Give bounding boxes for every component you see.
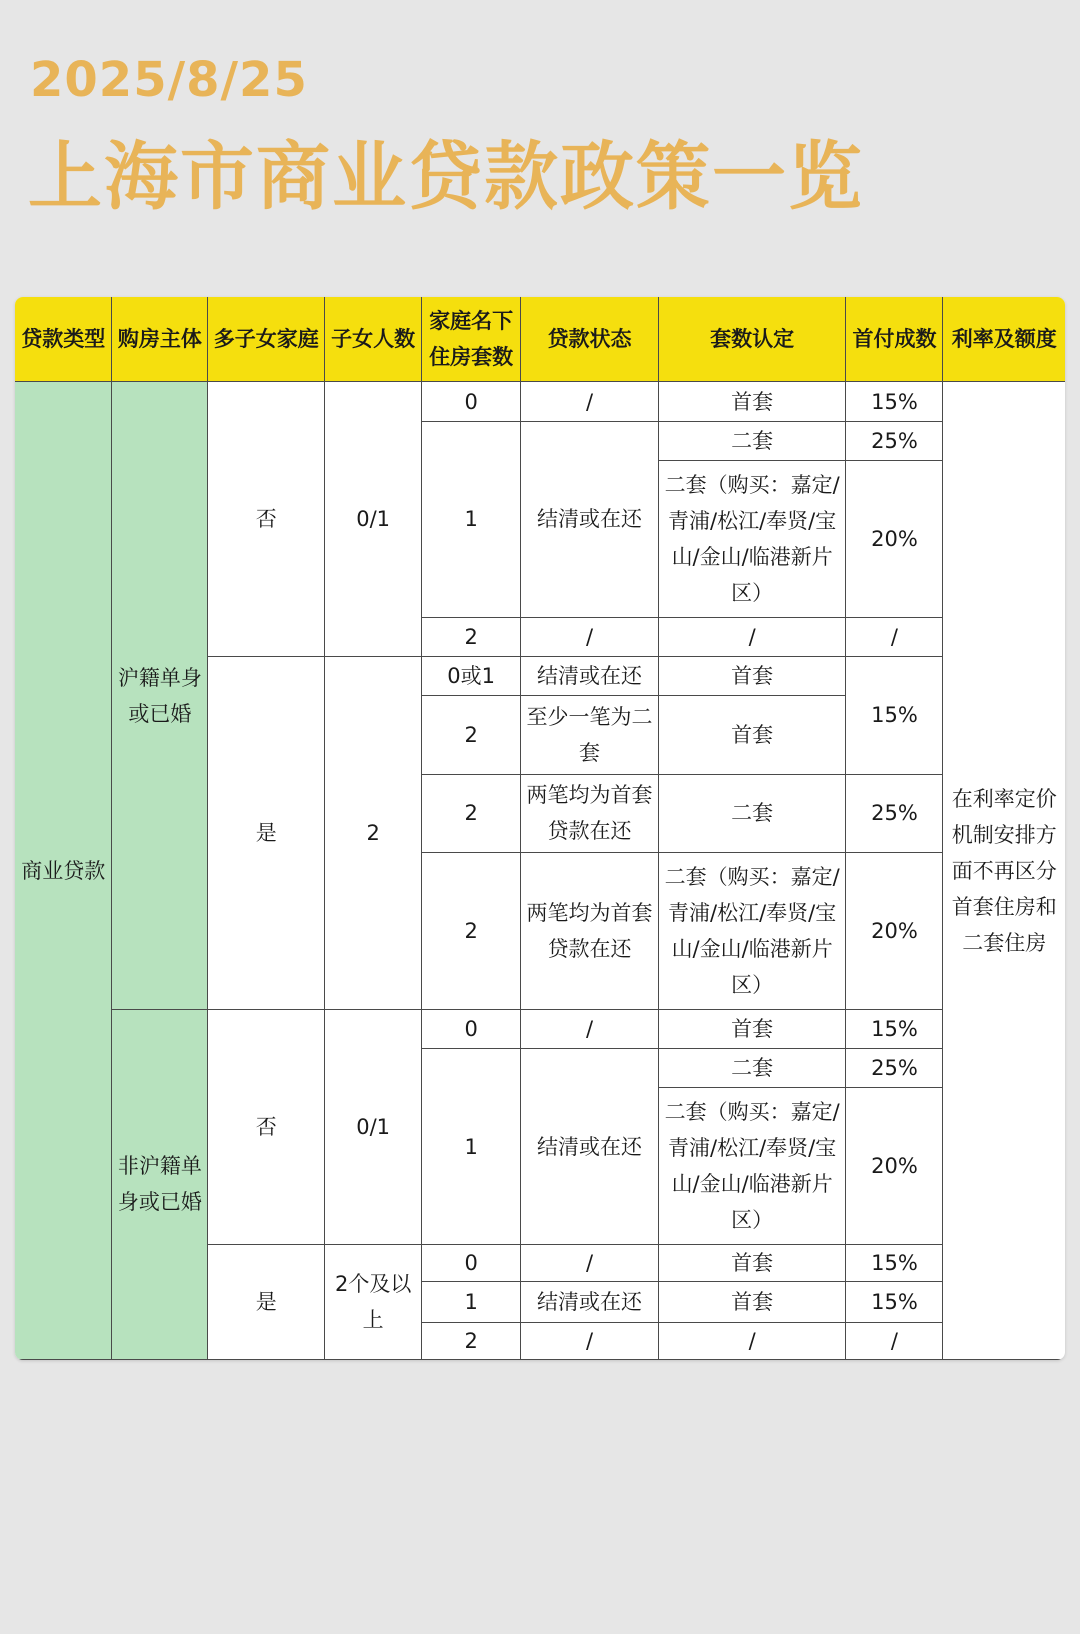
down-payment-cell: 25% <box>846 1049 943 1088</box>
status-cell: 结清或在还 <box>521 657 659 696</box>
down-payment-cell: 20% <box>846 460 943 617</box>
houses-cell: 2 <box>422 696 521 774</box>
category-cell: 二套 <box>658 1049 846 1088</box>
col-children: 子女人数 <box>325 297 422 382</box>
houses-cell: 1 <box>422 421 521 617</box>
down-payment-cell: / <box>846 617 943 656</box>
policy-table <box>15 297 1065 1360</box>
category-cell: 二套（购买：嘉定/青浦/松江/奉贤/宝山/金山/临港新片区） <box>658 853 846 1010</box>
status-cell: / <box>521 1322 659 1359</box>
category-cell: 首套 <box>658 696 846 774</box>
children-cell: 2个及以上 <box>325 1245 422 1360</box>
category-cell: / <box>658 1322 846 1359</box>
children-cell: 0/1 <box>325 1009 422 1244</box>
down-payment-cell: 15% <box>846 1282 943 1322</box>
category-cell: 首套 <box>658 1282 846 1322</box>
status-cell: / <box>521 617 659 656</box>
children-cell: 2 <box>325 657 422 1010</box>
date-label: 2025/8/25 <box>30 52 308 108</box>
down-payment-cell: 15% <box>846 382 943 421</box>
down-payment-cell: 15% <box>846 1245 943 1282</box>
multi-child-cell: 是 <box>208 1245 325 1360</box>
status-cell: 两笔均为首套贷款在还 <box>521 774 659 852</box>
status-cell: 结清或在还 <box>521 1049 659 1245</box>
multi-child-cell: 是 <box>208 657 325 1010</box>
table-row <box>15 382 1065 421</box>
status-cell: 至少一笔为二套 <box>521 696 659 774</box>
status-cell: 结清或在还 <box>521 421 659 617</box>
children-cell: 0/1 <box>325 382 422 657</box>
col-down-payment: 首付成数 <box>846 297 943 382</box>
category-cell: 二套（购买：嘉定/青浦/松江/奉贤/宝山/金山/临港新片区） <box>658 1088 846 1245</box>
houses-cell: 0 <box>422 1245 521 1282</box>
down-payment-cell: 25% <box>846 421 943 460</box>
houses-cell: 2 <box>422 617 521 656</box>
houses-cell: 2 <box>422 853 521 1010</box>
multi-child-cell: 否 <box>208 382 325 657</box>
category-cell: 二套 <box>658 421 846 460</box>
status-cell: / <box>521 1009 659 1048</box>
loan-type-cell: 商业贷款 <box>15 382 112 1360</box>
status-cell: 结清或在还 <box>521 1282 659 1322</box>
rate-note-cell: 在利率定价机制安排方面不再区分首套住房和二套住房 <box>943 382 1065 1360</box>
down-payment-cell: / <box>846 1322 943 1359</box>
status-cell: / <box>521 382 659 421</box>
col-rate: 利率及额度 <box>943 297 1065 382</box>
houses-cell: 2 <box>422 1322 521 1359</box>
col-houses: 家庭名下住房套数 <box>422 297 521 382</box>
category-cell: 首套 <box>658 382 846 421</box>
table-row <box>15 1009 1065 1048</box>
houses-cell: 1 <box>422 1049 521 1245</box>
down-payment-cell: 20% <box>846 853 943 1010</box>
down-payment-cell: 15% <box>846 1009 943 1048</box>
category-cell: 首套 <box>658 1245 846 1282</box>
houses-cell: 0 <box>422 1009 521 1048</box>
down-payment-cell: 15% <box>846 657 943 775</box>
buyer-local-cell: 沪籍单身或已婚 <box>112 382 208 1010</box>
category-cell: 首套 <box>658 1009 846 1048</box>
col-status: 贷款状态 <box>521 297 659 382</box>
houses-cell: 1 <box>422 1282 521 1322</box>
status-cell: 两笔均为首套贷款在还 <box>521 853 659 1010</box>
status-cell: / <box>521 1245 659 1282</box>
houses-cell: 0 <box>422 382 521 421</box>
policy-table-card <box>15 297 1065 1360</box>
houses-cell: 0或1 <box>422 657 521 696</box>
col-category: 套数认定 <box>658 297 846 382</box>
down-payment-cell: 20% <box>846 1088 943 1245</box>
col-multi-child: 多子女家庭 <box>208 297 325 382</box>
col-loan-type: 贷款类型 <box>15 297 112 382</box>
houses-cell: 2 <box>422 774 521 852</box>
table-header-row <box>15 297 1065 382</box>
category-cell: 首套 <box>658 657 846 696</box>
page-title: 上海市商业贷款政策一览 <box>28 134 864 220</box>
category-cell: 二套（购买：嘉定/青浦/松江/奉贤/宝山/金山/临港新片区） <box>658 460 846 617</box>
category-cell: / <box>658 617 846 656</box>
category-cell: 二套 <box>658 774 846 852</box>
col-buyer: 购房主体 <box>112 297 208 382</box>
down-payment-cell: 25% <box>846 774 943 852</box>
buyer-nonlocal-cell: 非沪籍单身或已婚 <box>112 1009 208 1359</box>
multi-child-cell: 否 <box>208 1009 325 1244</box>
